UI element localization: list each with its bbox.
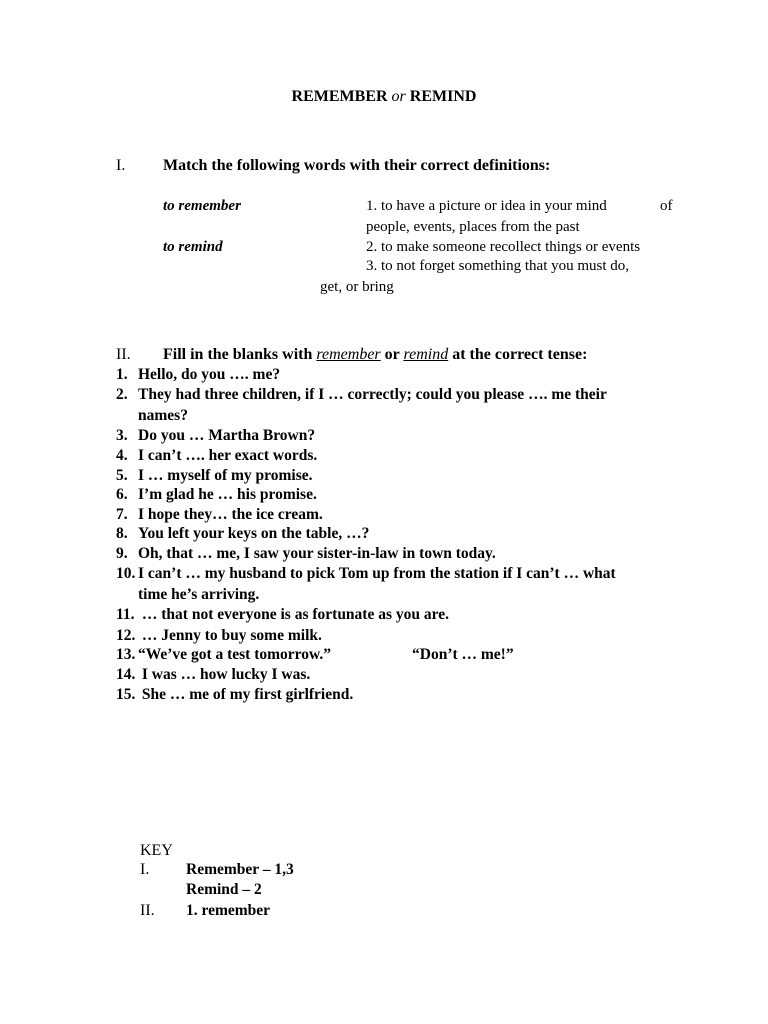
term-remind: to remind (163, 239, 223, 255)
key-section2-number: II. (140, 902, 155, 919)
list-item: 6. I’m glad he … his promise. (116, 486, 317, 503)
list-item: 1. Hello, do you …. me? (116, 366, 281, 383)
list-item: 13. “We’ve got a test tomorrow.” (116, 646, 331, 663)
definition-3-line1: 3. to not forget something that you must do, (366, 258, 630, 274)
title-right: REMIND (409, 88, 477, 105)
title-left: REMEMBER (291, 88, 388, 105)
list-item: 7. I hope they… the ice cream. (116, 506, 323, 523)
list-item: 2. They had three children, if I … correctly; could you please …. me their (116, 386, 607, 403)
key-section1-number: I. (140, 861, 150, 878)
list-item: 8. You left your keys on the table, …? (116, 525, 370, 542)
list-item: 12. … Jenny to buy some milk. (116, 627, 322, 644)
key-section1-line1: Remember – 1,3 (186, 861, 294, 878)
definition-1-line1: 1. to have a picture or idea in your mind (366, 198, 607, 214)
list-item: time he’s arriving. (138, 586, 260, 603)
section2-word-remind: remind (403, 346, 449, 363)
key-section1-line2: Remind – 2 (186, 881, 262, 898)
list-item: 10. I can’t … my husband to pick Tom up from the station if I can’t … what (116, 565, 616, 582)
term-remember: to remember (163, 198, 241, 214)
section2-number: II. (116, 346, 131, 363)
list-item: names? (138, 407, 188, 424)
section2-heading-end: at the correct tense: (452, 346, 588, 363)
section2-heading-or: or (384, 346, 400, 363)
key-section2-line1: 1. remember (186, 902, 271, 919)
section2-heading (163, 346, 587, 364)
section2-word-remember: remember (316, 346, 381, 363)
section2-heading-start: Fill in the blanks with (163, 346, 313, 363)
item13-reply: “Don’t … me!” (412, 646, 514, 663)
section1-heading: Match the following words with their correct definitions: (163, 157, 551, 174)
list-item: 4. I can’t …. her exact words. (116, 447, 318, 464)
list-item: 5. I … myself of my promise. (116, 467, 313, 484)
key-label: KEY (140, 842, 173, 859)
page-title (0, 88, 768, 106)
definition-1-of: of (660, 198, 673, 214)
list-item: 11. … that not everyone is as fortunate as you are. (116, 606, 449, 623)
definition-1-line2: people, events, places from the past (366, 219, 580, 235)
list-item: 3. Do you … Martha Brown? (116, 427, 316, 444)
section1-number: I. (116, 157, 126, 174)
list-item: 9. Oh, that … me, I saw your sister-in-law in town today. (116, 545, 496, 562)
title-middle: or (391, 88, 406, 105)
list-item: 14. I was … how lucky I was. (116, 666, 311, 683)
list-item: 15. She … me of my first girlfriend. (116, 686, 354, 703)
definition-3-line2: get, or bring (320, 279, 394, 295)
definition-2: 2. to make someone recollect things or events (366, 239, 641, 255)
